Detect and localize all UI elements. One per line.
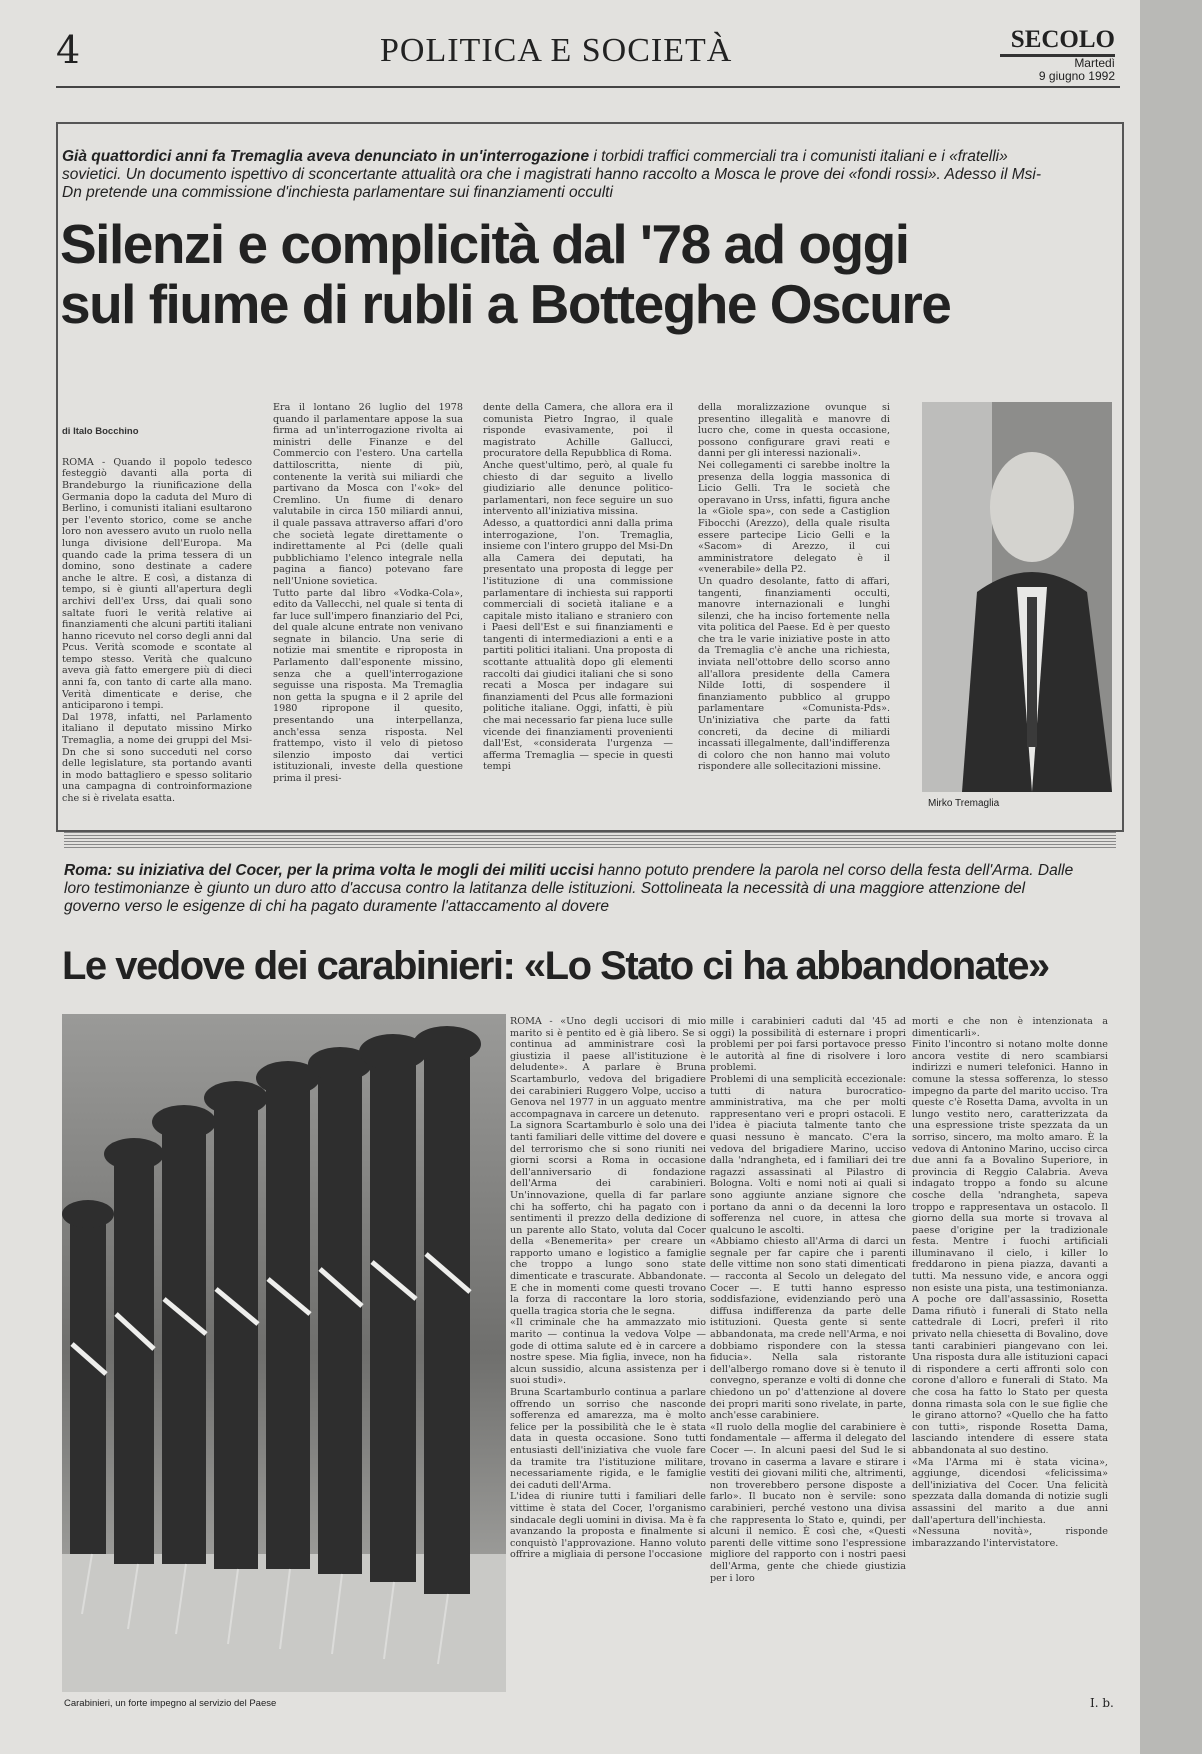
article-2-kicker-bold: Roma: su iniziativa del Cocer, per la prima volta le mogli dei militi uccisi <box>64 862 594 879</box>
article-1-headline-line-2: sul fiume di rubli a Botteghe Oscure <box>60 273 951 335</box>
tremaglia-photo <box>922 402 1112 792</box>
paper-logo: SECOLO <box>1000 26 1115 57</box>
carabinieri-photo <box>62 1014 506 1692</box>
article-1-column-1-text: ROMA - Quando il popolo tedesco festeggiò davanti alla porta di Brandeburgo la riunificazione della Germania dopo la caduta del Muro di Berlino, i comunisti italiani esultarono per l'evento storico, come se anche loro non avessero avuto un ruolo nella lunga divisione dell'Europa. Ma quando cade la prima tessera di un domino, sono destinate a cadere anche le altre. E così, a distanza di tempo, si è giunti all'apertura degli archivi dell'ex Urss, dai quali sono saltate fuori le verità relative ai finanziamenti che alcuni partiti italiani hanno ricevuto nel corso degli anni dal Pcus. Verità scomode e scontate al tempo stesso. Verità che qualcuno aveva già fatto emergere più di dieci anni fa, con tanto di carte alla mano. Verità dimenticate e derise, che anticiparono i tempi. Dal 1978, infatti, nel Parlamento italiano il deputato missino Mirko Tremaglia, a nome dei gruppi del Msi-Dn che si sono succeduti nel corso delle legislature, sta portando avanti in modo battagliero e spesso solitario una campagna di controinformazione che si è rivelata esatta. <box>62 456 252 804</box>
issue-date: 9 giugno 1992 <box>1038 69 1115 83</box>
header-rule <box>56 86 1120 88</box>
carabinieri-photo-caption: Carabinieri, un forte impegno al servizio del Paese <box>64 1698 277 1709</box>
tremaglia-photo-caption: Mirko Tremaglia <box>928 798 1000 809</box>
article-2-column-3: morti e che non è intenzionata a dimenticarli». Finito l'incontro si notano molte donne ancora vestite di nero scambiarsi indirizzi e numeri telefonici. Hanno in comune la stessa sofferenza, lo stesso impegno da parte del marito ucciso. Tra queste c'è Rosetta Dama, avvolta in un lungo vestito nero, caratterizzata da una espressione triste spezzata da un sorriso, sincero, ma molto amaro. È la vedova di Antonino Marino, ucciso circa due anni fa a Bovalino Superiore, in provincia di Reggio Calabria. Aveva indagato troppo a fondo su alcune cosche della 'ndrangheta, sapeva troppo e rappresentava un ostacolo. Il giorno della sua morte si trovava al paese d'origine per la tradizionale festa. Mentre i fuochi artificiali illuminavano il cielo, i killer lo freddarono in piena piazza, davanti a tutti. Ma nessuno vide, e ancora oggi non esiste una pista, una testimonianza. A poche ore dall'assassinio, Rosetta Dama rifiutò i funerali di Stato nella cattedrale di Locri, preferì il rito privato nella chiesetta di Bovalino, dove tanti carabinieri piangevano con lei. Una risposta dura alle istituzioni capaci di rispondere a certi affronti solo con corone d'alloro e funerali di Stato. Ma che cosa ha fatto lo Stato per questa donna rimasta sola con le sue figlie che le girano attorno? «Quello che ha fatto con tutti», risponde Rosetta Dama, lasciando intendere di essere stata abbandonata al suo destino. «Ma l'Arma mi è stata vicina», aggiunge, dicendosi «felicissima» dell'iniziativa del Cocer. Una felicità spezzata dalla domanda di notizie sugli assassini del marito a due anni dall'apertura dell'inchiesta. «Nessuna novità», risponde imbarazzando l'intervistatore. <box>912 1016 1108 1549</box>
article-1-column-3: dente della Camera, che allora era il comunista Pietro Ingrao, il quale risponde evasivamente, poi il magistrato Achille Gallucci, procuratore della Repubblica di Roma. Anche quest'ultimo, però, al quale fu chiesto di dar seguito a livello giudiziario alle denunce politico-parlamentari, non fece seguire un suo intervento all'iniziativa missina. Adesso, a quattordici anni dalla prima interrogazione, l'on. Tremaglia, insieme con l'intero gruppo del Msi-Dn alla Camera dei deputati, ha presentato una proposta di legge per l'istituzione di una commissione parlamentare di inchiesta sui rapporti commerciali di società italiane e a capitale misto italiano e straniero con i Paesi dell'Est e sui finanziamenti e tangenti di intermediazioni a enti e a partiti politici italiani. Una proposta di scottante attualità dopo gli elementi raccolti dai giudici italiani che si sono recati a Mosca per indagare sui finanziamenti del Pcus alle formazioni politiche italiane. Oggi, infatti, è più che mai necessario far piena luce sulle vicende dei finanziamenti provenienti dall'Est, «considerata l'urgenza — afferma Tremaglia — specie in questi tempi <box>483 402 673 773</box>
article-2-kicker-rest: hanno potuto prendere la parola nel corso della festa dell'Arma. Dalle loro testimonianze è giunto un duro atto d'accusa contro la latitanza delle istituzioni. Sottolineata la necessità di una maggiore attenzione del governo verso le esigenze di chi ha pagato duramente l'attaccamento al dovere <box>64 862 1074 915</box>
article-1-headline-line-1: Silenzi e complicità dal '78 ad oggi <box>60 213 909 275</box>
article-2-signature: I. b. <box>1090 1696 1114 1710</box>
page-edge-shadow <box>1140 0 1202 1754</box>
article-1-column-1 <box>62 414 252 824</box>
article-1-kicker-rest: i torbidi traffici commerciali tra i comunisti italiani e i «fratelli» sovietici. Un documento ispettivo di sconcertante attualità ora che i magistrati hanno raccolto a Mosca le prove dei «fondi rossi». Adesso il Msi-Dn pretende una commissione d'inchiesta parlamentare sui finanziamenti occulti <box>62 148 1041 201</box>
portrait-figure <box>922 402 1112 792</box>
article-1-kicker-bold: Già quattordici anni fa Tremaglia aveva denunciato in un'interrogazione <box>62 148 590 165</box>
article-separator <box>64 832 1116 848</box>
article-2-column-2: mille i carabinieri caduti dal '45 ad oggi) la possibilità di esternare i propri problemi per poi farsi portavoce presso le autorità al fine di risolvere i loro problemi. Problemi di una semplicità eccezionale: tutti di natura burocratico-amministrativa, ma che per molti rappresentano veri e propri ostacoli. E l'idea è piaciuta talmente tanto che quasi nessuno è mancato. C'era la vedova del brigadiere Marino, ucciso dalla 'ndrangheta, ed i familiari dei tre ragazzi assassinati al Pilastro di Bologna. Volti e nomi noti ai quali si sono aggiunte anziane signore che portano da anni o da decenni la loro sofferenza nel cuore, in attesa che qualcuno le ascolti. «Abbiamo chiesto all'Arma di darci un segnale per far capire che i parenti delle vittime non sono stati dimenticati — racconta al Secolo un delegato del Cocer —. E tutti hanno espresso soddisfazione, evidenziando però una diffusa indifferenza da parte delle istituzioni. Questa gente si sente abbandonata, ma crede nell'Arma, e noi dobbiamo rispondere con la stessa fiducia». Nella sala ristorante dell'albergo romano dove si è tenuto il convegno, speranze e volti di donne che chiedono un po' d'attenzione al dovere dei propri mariti sono rivelate, in parte, anch'esse carabiniere. «Il ruolo della moglie del carabiniere è fondamentale — afferma il delegato del Cocer —. In alcuni paesi del Sud le si trovano in caserma a lavare e stirare i vestiti dei giovani militi che, altrimenti, non troverebbero persone disposte a farlo». Il bucato non è servile: sono carabinieri, perché vestono una divisa che rappresenta lo Stato e, quindi, per alcuni il nemico. È così che, «Questi parenti delle vittime sono l'espressione migliore del rapporto con i nostri paesi dell'Arma, gente che chiede giustizia per i loro <box>710 1016 906 1584</box>
masthead-box <box>1000 26 1115 83</box>
article-2-column-1: ROMA - «Uno degli uccisori di mio marito si è pentito ed è già libero. Se si continua ad amministrare così la giustizia il paese all'istituzione è deludente». A parlare è Bruna Scartamburlo, vedova del brigadiere dei carabinieri Ruggero Volpe, ucciso a Genova nel 1977 in un agguato mentre accompagnava in carcere un detenuto. La signora Scartamburlo è solo una dei tanti familiari delle vittime del dovere e del terrorismo che si sono riuniti nei giorni scorsi a Roma in occasione dell'anniversario di fondazione dell'Arma dei carabinieri. Un'innovazione, quella di far parlare chi ha sofferto, chi ha pagato con i sentimenti il prezzo della dedizione di un parente allo Stato, voluta dal Cocer della «Benemerita» per creare un rapporto umano e logistico a famiglie che troppo a lungo sono state dimenticate e trascurate. Abbandonate. E che in momenti come questi trovano la forza di raccontare la loro storia, quella tragica storia che le segna. «Il criminale che ha ammazzato mio marito — continua la vedova Volpe — gode di ottima salute ed è in carcere a nostre spese. Mia figlia, invece, non ha alcun sussidio, alcuna assistenza per i suoi studi». Bruna Scartamburlo continua a parlare offrendo un sorriso che nasconde sofferenza ed amarezza, ma è molto felice per la possibilità che le è stata data in questa occasione. Sono tutti entusiasti dell'iniziativa che vuole fare da tramite tra l'istituzione militare, necessariamente rigida, e le famiglie dei caduti dell'Arma. L'idea di riunire tutti i familiari delle vittime è stata del Cocer, l'organismo sindacale degli uomini in divisa. Ma è fa avanzando la proposta e finalmente si conquistò l'approvazione. Hanno voluto offrire a migliaia di persone l'occasione <box>510 1016 706 1561</box>
article-1-column-2: Era il lontano 26 luglio del 1978 quando il parlamentare appose la sua firma ad un'interrogazione rivolta ai ministri delle Finanze e del Commercio con l'estero. Una cartella dattiloscritta, niente di più, contenente la verità sui miliardi che partivano da Mosca con l'«ok» del Cremlino. Un fiume di denaro valutabile in circa 150 miliardi annui, il quale passava attraverso affari d'oro che società legate direttamente o indirettamente al Pci (delle quali pubblichiamo l'elenco integrale nella pagina a fianco) potevano fare nell'Unione sovietica. Tutto parte dal libro «Vodka-Cola», edito da Vallecchi, nel quale si tenta di far luce sull'impero finanziario del Pci, del quale alcune entrate non venivano segnate in bilancio. Una serie di notizie mai smentite e riproposta in Parlamento dall'esponente missino, senza che a quell'interrogazione seguisse una risposta. Ma Tremaglia non getta la spugna e il 2 aprile del 1980 ripropone il quesito, presentando una interpellanza, anch'essa senza risposta. Nel frattempo, visto il velo di pietoso silenzio imposto dai vertici istituzionali, investe della questione prima il presi- <box>273 402 463 784</box>
article-1-kicker <box>62 148 1042 202</box>
article-2-headline: Le vedove dei carabinieri: «Lo Stato ci ha abbandonate» <box>62 944 1049 988</box>
page-number: 4 <box>56 28 81 72</box>
issue-weekday: Martedì <box>1074 56 1115 70</box>
article-1-byline: di Italo Bocchino <box>62 425 139 437</box>
article-1-headline <box>60 214 1120 334</box>
section-title: POLITICA E SOCIETÀ <box>380 32 733 69</box>
article-1-column-4: della moralizzazione ovunque si presentino illegalità e manovre di lucro che, come in questa occasione, possono configurare gravi reati e danni per gli interessi nazionali». Nei collegamenti ci sarebbe inoltre la presenza della loggia massonica di Licio Gelli. Tra le società che operavano in Urss, infatti, figura anche la «Giole spa», con sede a Castiglion Fibocchi (Arezzo), della quale risulta essere partecipe Licio Gelli e la «Sacom» di Arezzo, il cui amministratore delegato è il «venerabile» della P2. Un quadro desolante, fatto di affari, tangenti, finanziamenti occulti, manovre internazionali e lunghi silenzi, che ha inciso fortemente nella vita politica del Paese. Ed è per questo che tra le varie iniziative poste in atto da Tremaglia c'è anche una richiesta, inviata nell'ottobre dello scorso anno all'allora presidente della Camera Nilde Iotti, di sospendere il finanziamento pubblico al gruppo parlamentare «Comunista-Pds». Un'iniziativa che parte da fatti concreti, da decine di miliardi incassati illegalmente, dall'indifferenza di coloro che non hanno mai voluto rispondere alle sollecitazioni missine. <box>698 402 890 773</box>
article-2-kicker <box>64 862 1074 916</box>
carabinieri-parade-illustration <box>62 1014 506 1692</box>
